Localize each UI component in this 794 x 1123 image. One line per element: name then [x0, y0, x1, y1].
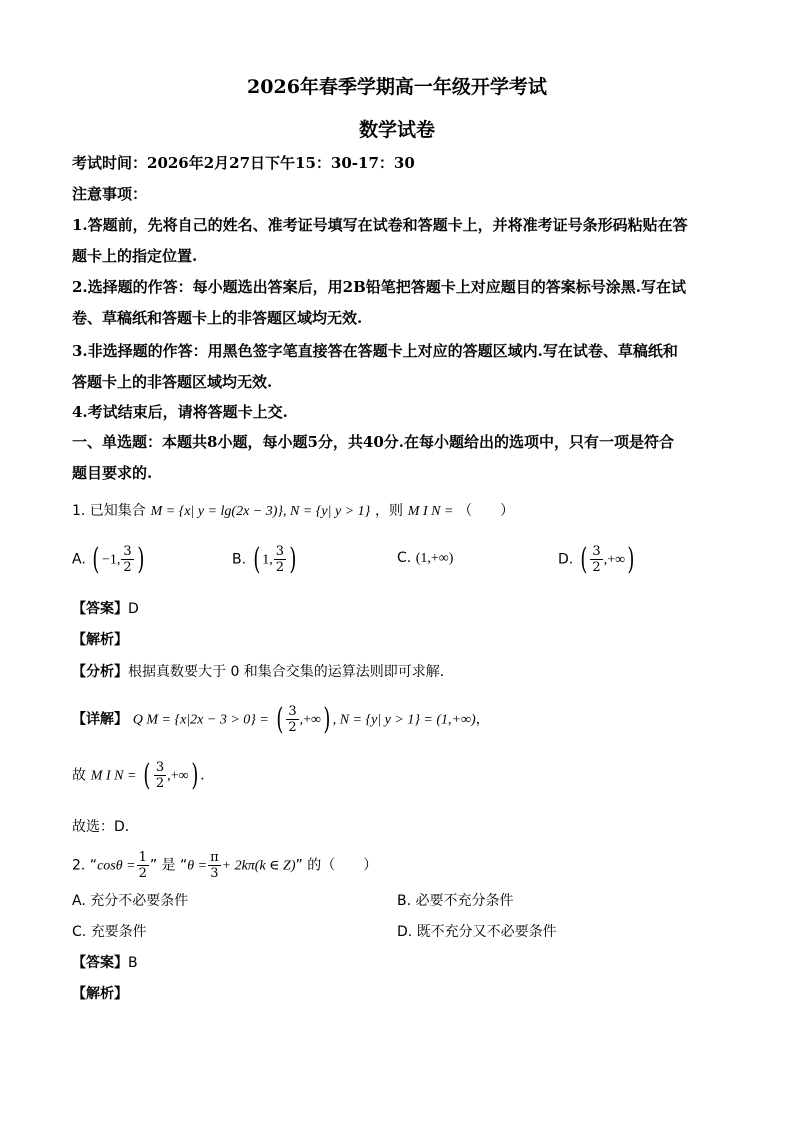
- answer-paren: （ ）: [458, 503, 515, 519]
- set-n: , N = {y| y > 1}: [283, 504, 371, 519]
- notice-line: 3.非选择题的作答：用黑色签字笔直接答在答题卡上对应的答题区域内.写在试卷、草稿纸和: [72, 342, 678, 360]
- notice-line: 答题卡上的非答题区域均无效.: [72, 373, 273, 391]
- question-1: [72, 500, 732, 520]
- option-a: A. 充分不必要条件: [72, 893, 189, 909]
- notice-line: 1.答题前，先将自己的姓名、准考证号填写在试卷和答题卡上，并将准考证号条形码粘贴在答: [72, 216, 688, 234]
- exam-time: 考试时间：2026年2月27日下午15：30-17：30: [72, 154, 415, 172]
- option-d: D. 既不充分又不必要条件: [397, 924, 557, 940]
- option-b: B. ( 1, $\frac{3}{2}$ ): [232, 542, 297, 577]
- analysis-label-2: 【解析】: [72, 986, 128, 1002]
- notice-line: 2.选择题的作答：每小题选出答案后，用2B铅笔把答题卡上对应题目的答案标号涂黑.写在试: [72, 278, 687, 296]
- question-2: 2. “cosθ = $\frac{1}{2}$ ” 是 “θ = $\frac{\pi}{3}$ + 2kπ(k ∈ Z)” 的（ ）: [72, 850, 378, 881]
- option-a: A. ( −1, $\frac{3}{2}$ ): [72, 542, 145, 577]
- notice-line: 4.考试结束后，请将答题卡上交.: [72, 403, 288, 421]
- detail-1: 【详解】 Q M = {x|2x − 3 > 0} = ( $\frac{3}{2}$ ,+∞) , N = {y| y > 1} = (1,+∞)，: [72, 702, 490, 737]
- option-b: B. 必要不充分条件: [397, 893, 514, 909]
- section-heading: 题目要求的.: [72, 464, 153, 482]
- notice-heading: 注意事项：: [72, 185, 148, 203]
- question-1-prefix: 1. 已知集合: [72, 503, 146, 519]
- option-c: C. 充要条件: [72, 924, 147, 940]
- option-c: C. (1,+∞): [397, 550, 454, 566]
- detail-2: 故 M I N = ( $\frac{3}{2}$ ,+∞) ．: [72, 758, 215, 793]
- answer-1: 【答案】D: [72, 601, 139, 617]
- section-heading: 一、单选题：本题共8小题，每小题5分，共40分.在每小题给出的选项中，只有一项是符合: [72, 433, 674, 451]
- option-d: D. ( $\frac{3}{2}$ ,+∞): [558, 542, 635, 577]
- exam-title: 2026年春季学期高一年级开学考试: [247, 76, 547, 98]
- set-m: M = {x| y = lg(2x − 3)}: [150, 504, 283, 519]
- notice-line: 卷、草稿纸和答题卡上的非答题区域均无效.: [72, 309, 363, 327]
- conclusion-1: 故选：D．: [72, 819, 139, 835]
- fenxi-1: 【分析】根据真数要大于 0 和集合交集的运算法则即可求解．: [72, 664, 454, 680]
- notice-line: 题卡上的指定位置.: [72, 247, 198, 265]
- exam-subtitle: 数学试卷: [358, 119, 435, 141]
- intersection-expr: M I N =: [407, 504, 454, 519]
- answer-2: 【答案】B: [72, 955, 138, 971]
- analysis-label-1: 【解析】: [72, 632, 128, 648]
- then-text: ，则: [375, 503, 403, 519]
